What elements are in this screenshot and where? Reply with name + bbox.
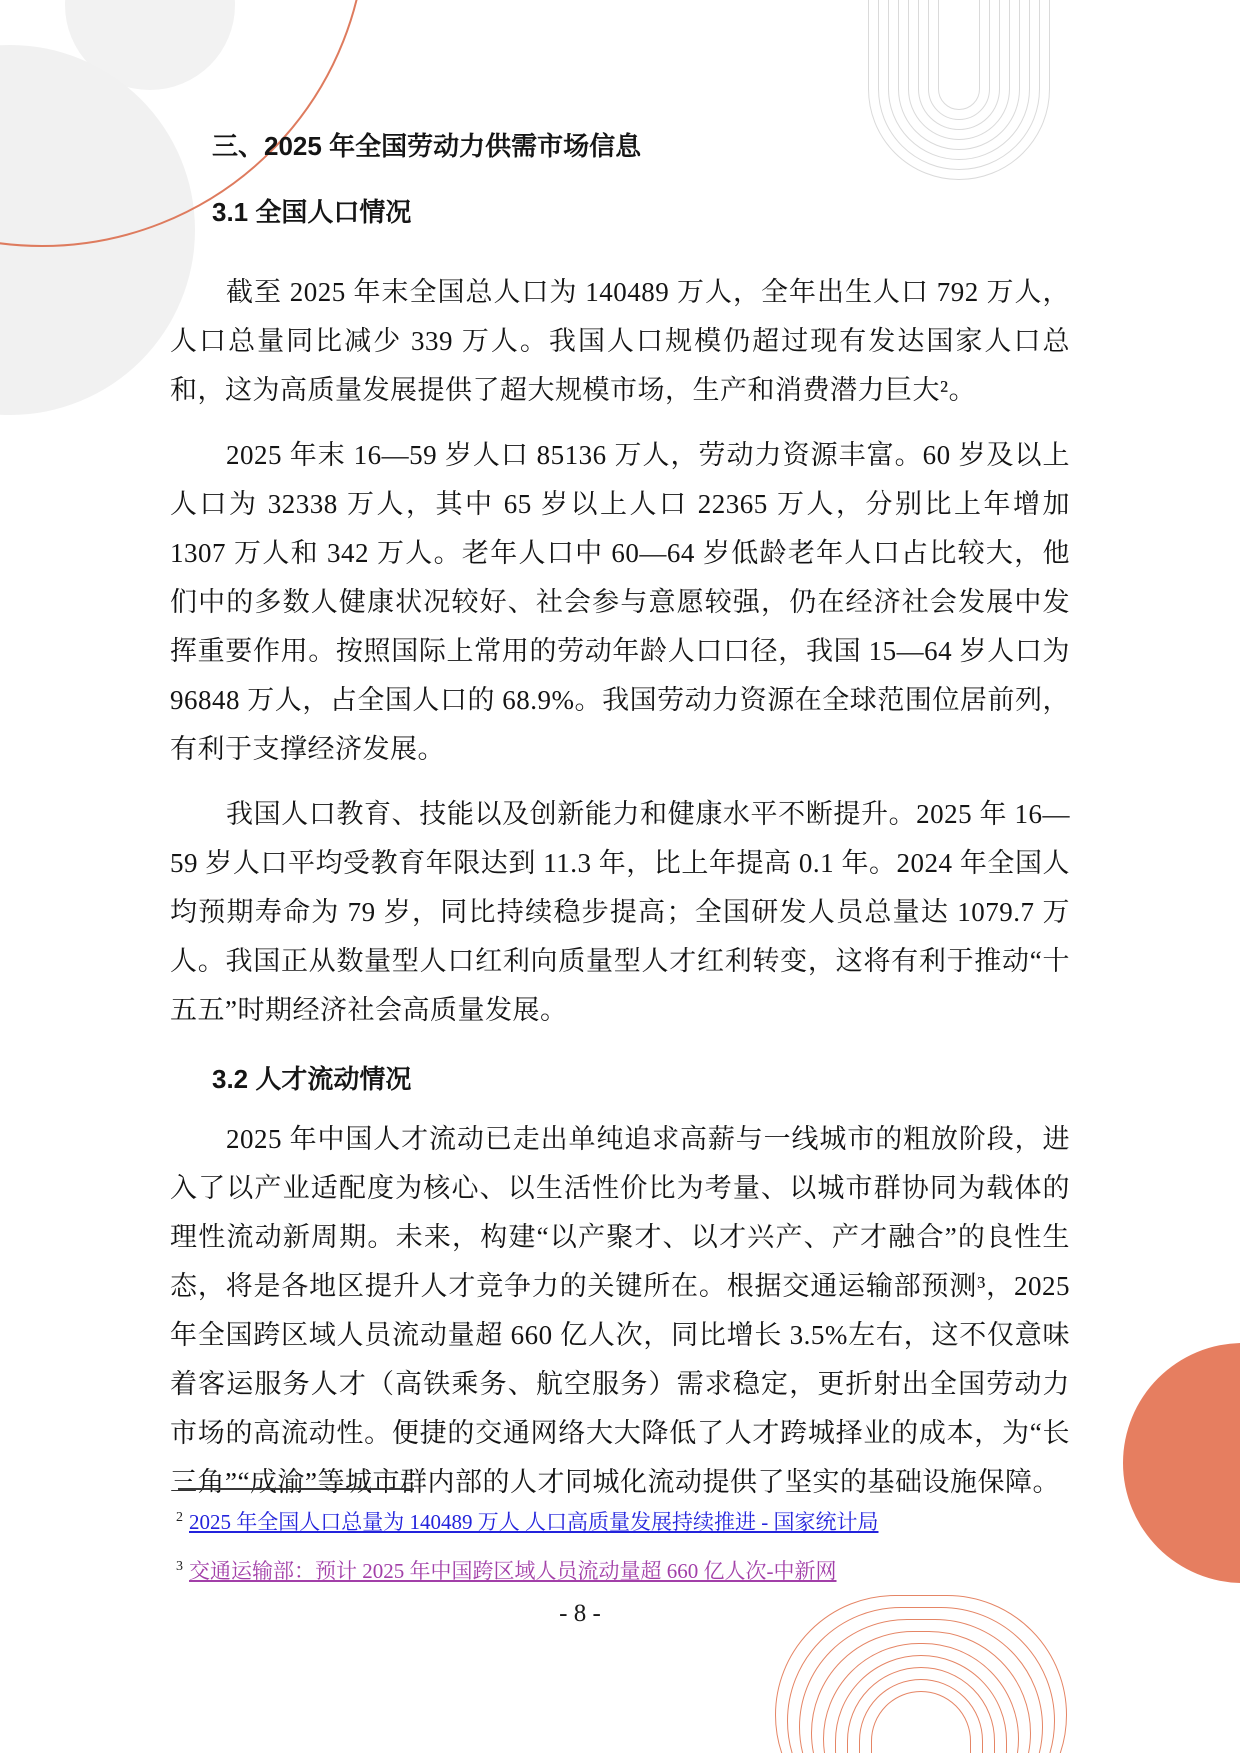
- footnotes-section: [170, 1488, 1070, 1591]
- footnote-3-marker: 3: [176, 1559, 183, 1574]
- decor-orange-circle-bottom-right: [1123, 1343, 1240, 1583]
- footnote-2: [170, 1498, 1070, 1542]
- footnote-2-marker: 2: [176, 1510, 183, 1525]
- subsection-heading-population: 3.1 全国人口情况: [212, 197, 412, 227]
- footnote-3-link[interactable]: 交通运输部：预计 2025 年中国跨区域人员流动量超 660 亿人次-中新网: [189, 1559, 837, 1583]
- paragraph-population-total: 截至 2025 年末全国总人口为 140489 万人，全年出生人口 792 万人，人口总量同比减少 339 万人。我国人口规模仍超过现有发达国家人口总和，这为高质量发展提供了超大规模市场，生产和消费潜力巨大²。: [170, 277, 1070, 405]
- subsection-heading-talent-flow: 3.2 人才流动情况: [212, 1064, 412, 1094]
- footnote-3: [170, 1547, 1070, 1591]
- paragraph-age-structure: 2025 年末 16—59 岁人口 85136 万人，劳动力资源丰富。60 岁及以上人口为 32338 万人，其中 65 岁以上人口 22365 万人，分别比上年增加 1307 万人和 342 万人。老年人口中 60—64 岁低龄老年人口占比较大，他们中的多数人健康状况较好、社会参与意愿较强，仍在经济社会发展中发挥重要作用。按照国际上常用的劳动年龄人口口径，我国 15—64 岁人口为 96848 万人，占全国人口的 68.9%。我国劳动力资源在全球范围位居前列，有利于支撑经济发展。: [170, 440, 1070, 764]
- footnote-separator: [178, 1488, 414, 1490]
- document-body: [170, 0, 1070, 1507]
- paragraph-education-quality: 我国人口教育、技能以及创新能力和健康水平不断提升。2025 年 16—59 岁人口平均受教育年限达到 11.3 年，比上年提高 0.1 年。2024 年全国人均预期寿命为 79 岁，同比持续稳步提高；全国研发人员总量达 1079.7 万人。我国正从数量型人口红利向质量型人才红利转变，这将有利于推动“十五五”时期经济社会高质量发展。: [170, 799, 1070, 1025]
- paragraph-talent-flow: 2025 年中国人才流动已走出单纯追求高薪与一线城市的粗放阶段，进入了以产业适配度为核心、以生活性价比为考量、以城市群协同为载体的理性流动新周期。未来，构建“以产聚才、以才兴产、产才融合”的良性生态，将是各地区提升人才竞争力的关键所在。根据交通运输部预测³，2025 年全国跨区域人员流动量超 660 亿人次，同比增长 3.5%左右，这不仅意味着客运服务人才（高铁乘务、航空服务）需求稳定，更折射出全国劳动力市场的高流动性。便捷的交通网络大大降低了人才跨城择业的成本，为“长三角”“成渝”等城市群内部的人才同城化流动提供了坚实的基础设施保障。: [170, 1124, 1070, 1497]
- section-heading: 三、2025 年全国劳动力供需市场信息: [212, 131, 642, 161]
- page-number: - 8 -: [559, 1600, 601, 1627]
- footnote-2-link[interactable]: 2025 年全国人口总量为 140489 万人 人口高质量发展持续推进 - 国家统计局: [189, 1510, 879, 1534]
